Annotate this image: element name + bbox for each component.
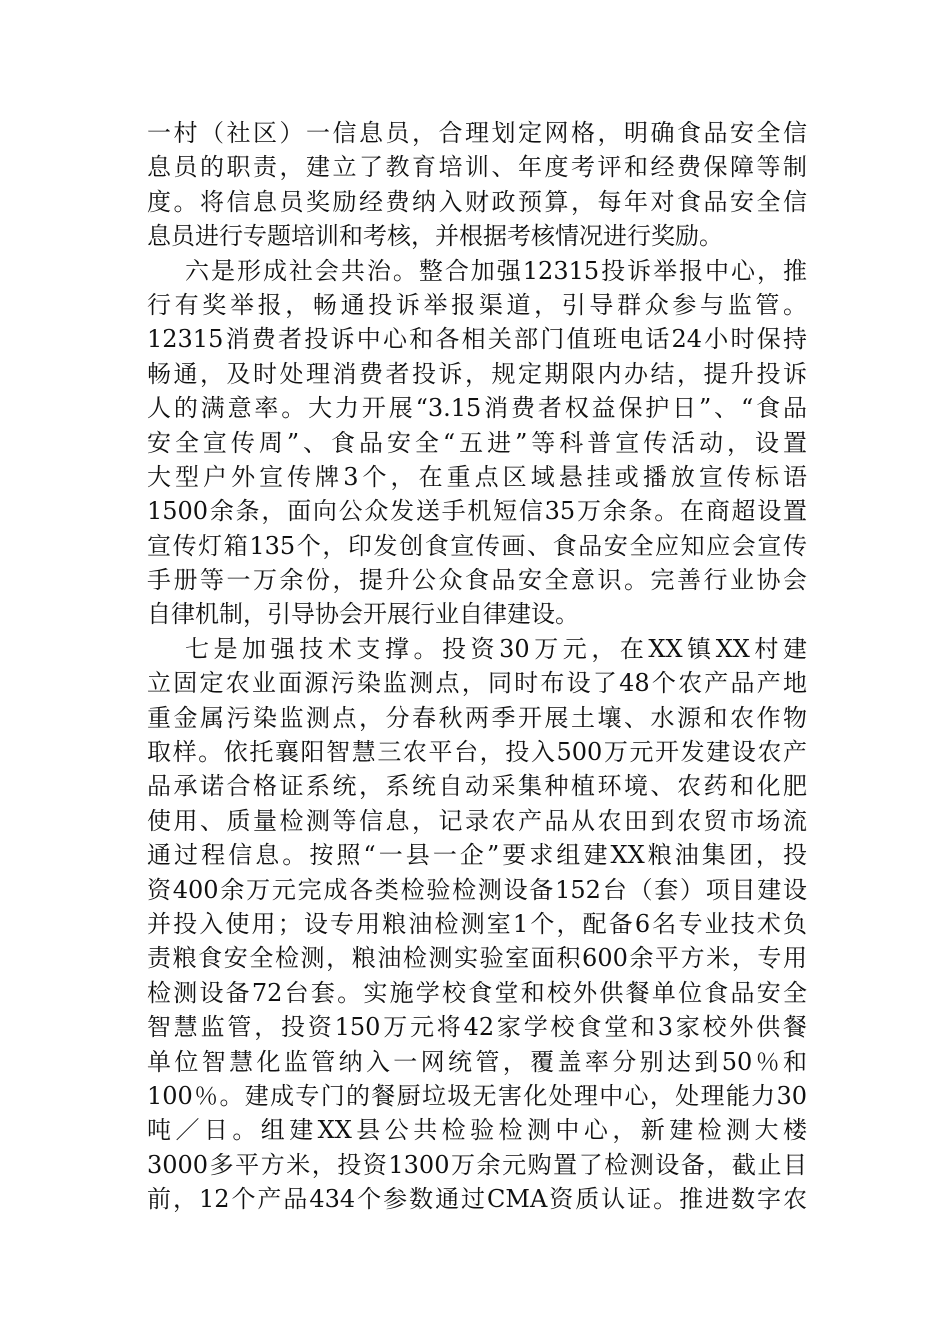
text-line: 12315消费者投诉中心和各相关部门值班电话24小时保持 [147, 325, 807, 354]
text-line: 重金属污染监测点，分春秋两季开展土壤、水源和农作物 [147, 703, 807, 732]
text-line: 宣传灯箱135个，印发创食宣传画、食品安全应知应会宣传 [147, 531, 807, 560]
paragraph-six [147, 254, 807, 632]
text-line: 畅通，及时处理消费者投诉，规定期限内办结，提升投诉 [147, 359, 807, 388]
text-line: 责粮食安全检测，粮油检测实验室面积600余平方米，专用 [147, 944, 807, 973]
text-line: 人的满意率。大力开展“3.15消费者权益保护日”、“食品 [147, 394, 807, 423]
text-line: 并投入使用；设专用粮油检测室1个，配备6名专业技术负 [147, 909, 807, 938]
text-line: 大型户外宣传牌3个，在重点区域悬挂或播放宣传标语 [147, 462, 807, 491]
text-line: 前，12个产品434个参数通过CMA资质认证。推进数字农 [147, 1185, 807, 1214]
text-line: 品承诺合格证系统，系统自动采集种植环境、农药和化肥 [147, 772, 807, 801]
text-line: 六是形成社会共治。整合加强12315投诉举报中心，推 [185, 256, 807, 285]
text-line: 息员进行专题培训和考核，并根据考核情况进行奖励。 [147, 222, 723, 251]
text-line: 资400余万元完成各类检验检测设备152台（套）项目建设 [147, 875, 807, 904]
text-line: 立固定农业面源污染监测点，同时布设了48个农产品产地 [147, 669, 807, 698]
text-line: 手册等一万余份，提升公众食品安全意识。完善行业协会 [147, 566, 807, 595]
text-line: 100％。建成专门的餐厨垃圾无害化处理中心，处理能力30 [147, 1081, 807, 1110]
paragraph-continuation [147, 116, 807, 254]
text-line: 取样。依托襄阳智慧三农平台，投入500万元开发建设农产 [147, 738, 807, 767]
text-line: 七是加强技术支撑。投资30万元，在XX镇XX村建 [185, 634, 807, 663]
text-line: 3000多平方米，投资1300万余元购置了检测设备，截止目 [147, 1150, 807, 1179]
text-line: 一村（社区）一信息员，合理划定网格，明确食品安全信 [147, 119, 807, 147]
text-line: 1500余条，面向公众发送手机短信35万余条。在商超设置 [147, 497, 807, 526]
text-line: 安全宣传周”、食品安全“五进”等科普宣传活动，设置 [147, 428, 807, 457]
paragraph-seven [147, 632, 807, 1217]
text-line: 行有奖举报，畅通投诉举报渠道，引导群众参与监管。 [147, 290, 807, 319]
text-line: 单位智慧化监管纳入一网统管，覆盖率分别达到50％和 [147, 1047, 807, 1076]
text-line: 自律机制，引导协会开展行业自律建设。 [147, 600, 579, 629]
text-line: 智慧监管，投资150万元将42家学校食堂和3家校外供餐 [147, 1013, 807, 1042]
text-line: 通过程信息。按照“一县一企”要求组建XX粮油集团，投 [147, 841, 807, 870]
text-line: 使用、质量检测等信息，记录农产品从农田到农贸市场流 [147, 806, 807, 835]
text-line: 吨／日。组建XX县公共检验检测中心，新建检测大楼 [147, 1116, 807, 1145]
text-line: 息员的职责，建立了教育培训、年度考评和经费保障等制 [147, 153, 807, 182]
text-line: 检测设备72台套。实施学校食堂和校外供餐单位食品安全 [147, 978, 807, 1007]
body-text [147, 116, 807, 1217]
text-line: 度。将信息员奖励经费纳入财政预算，每年对食品安全信 [147, 187, 807, 216]
